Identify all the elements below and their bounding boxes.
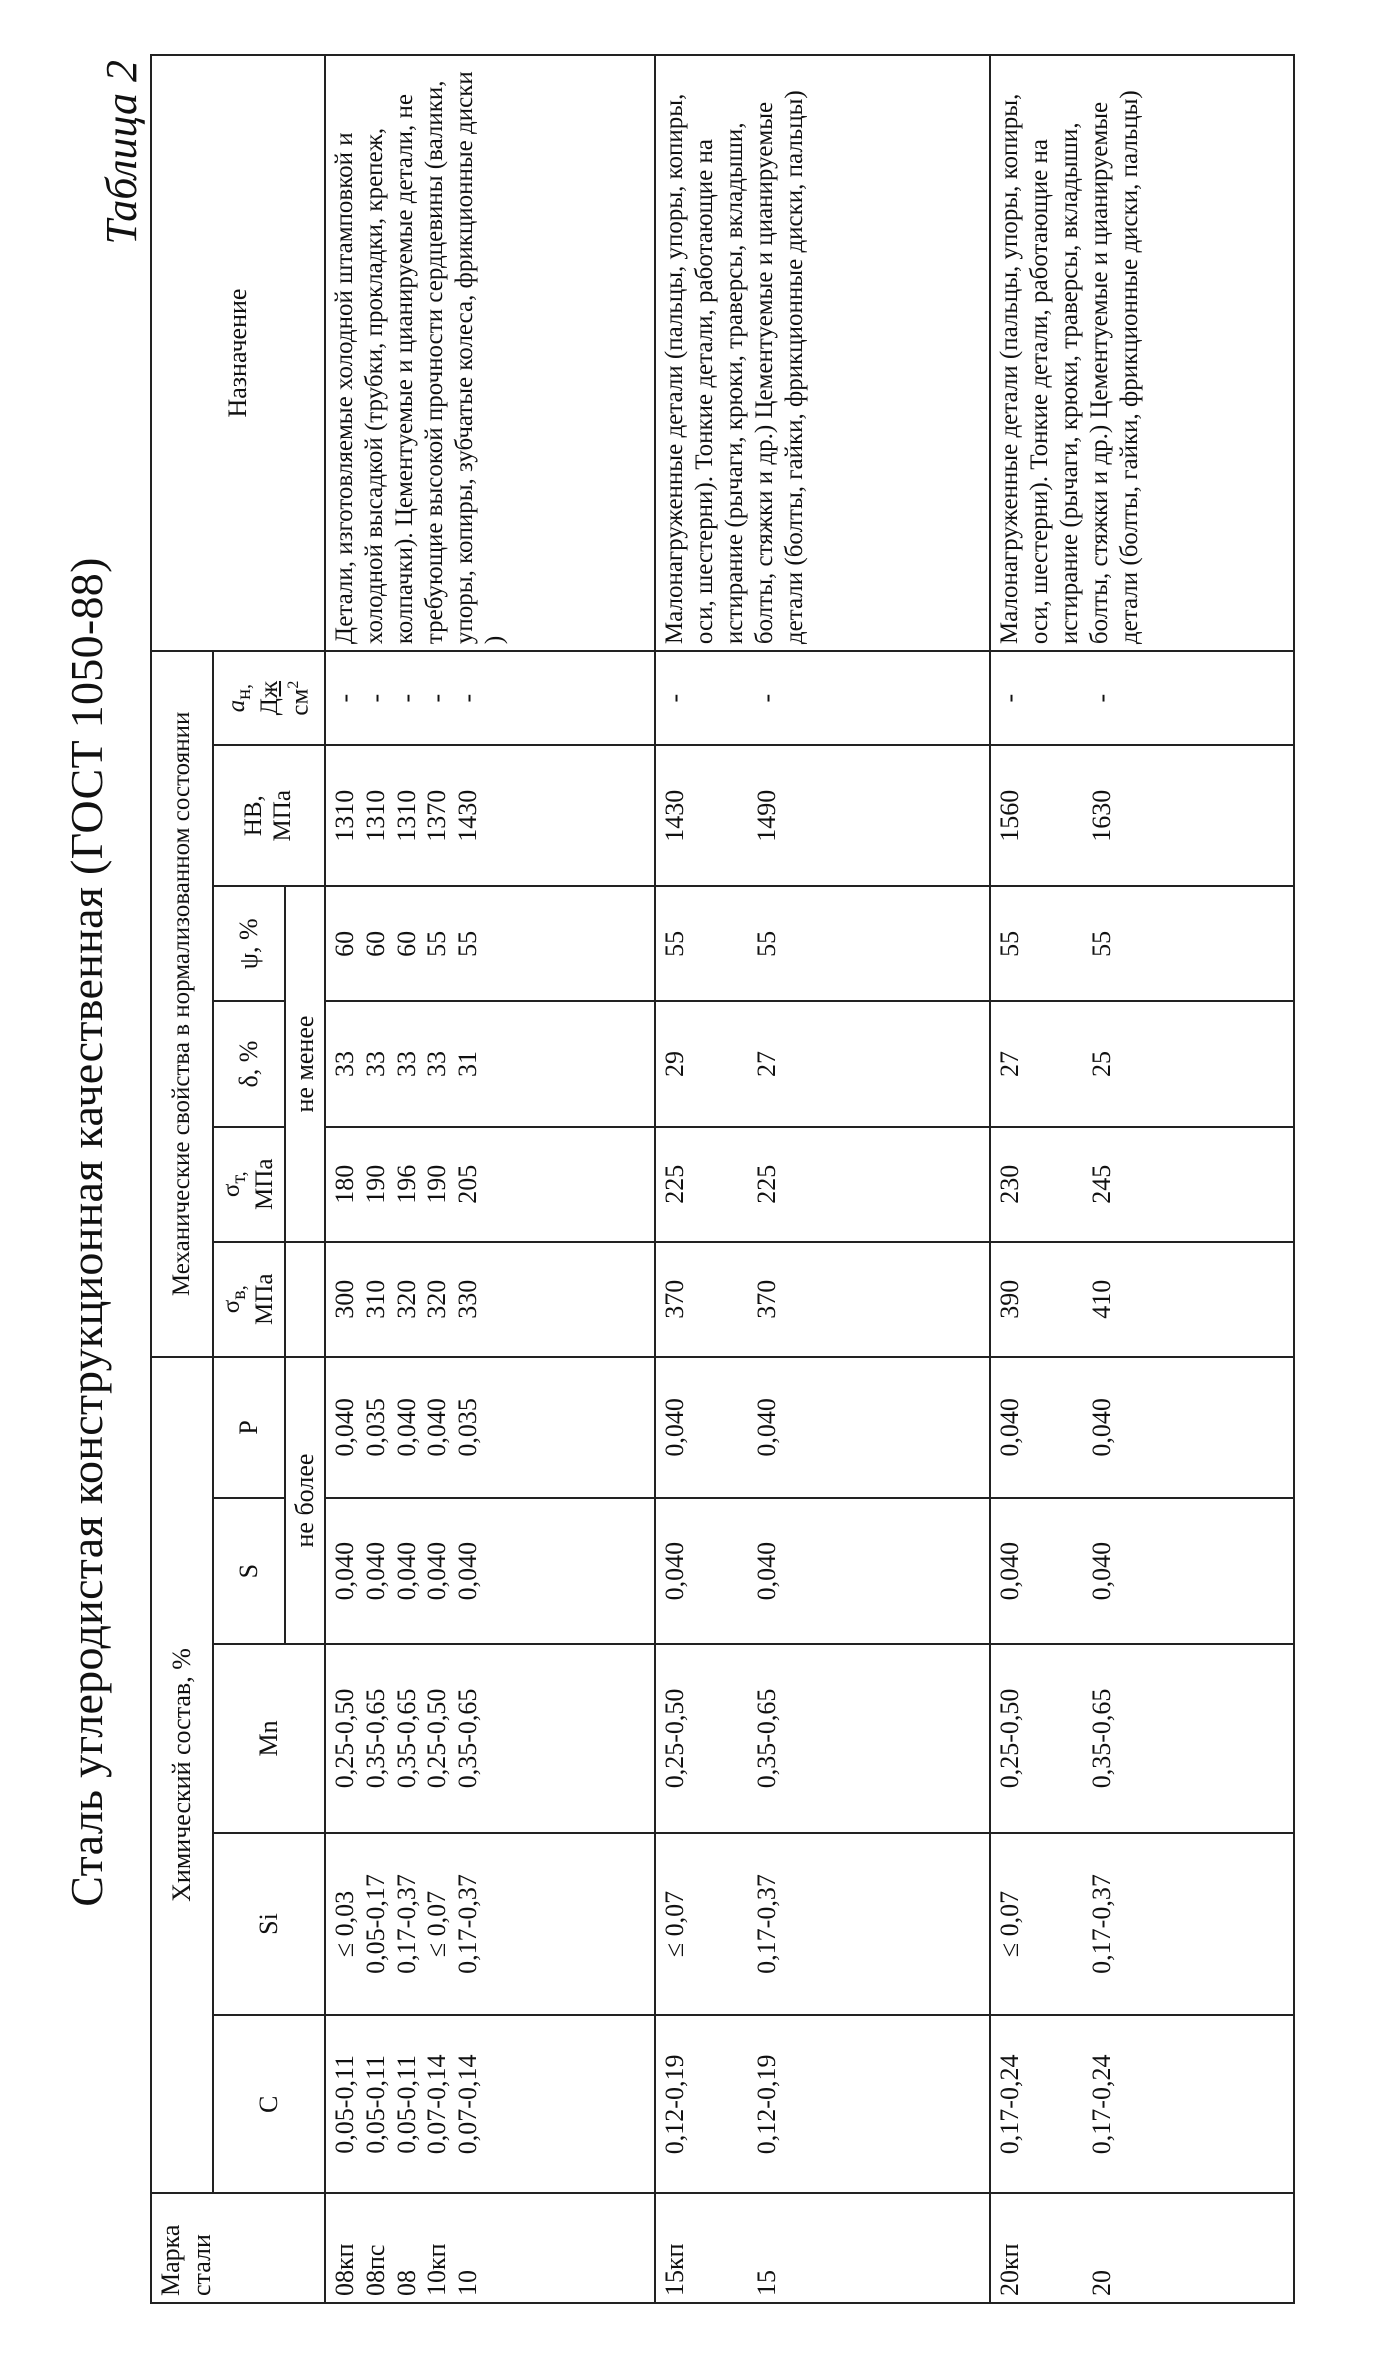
header-mn: Mn (213, 1644, 325, 1832)
header-an: $a_{н,}$ Дж $см^2$ (213, 651, 325, 745)
cell-sigma-t: 180 190 196 190 205 (325, 1127, 655, 1242)
header-c: C (213, 2015, 325, 2193)
cell-hb: 1430 1490 (655, 745, 990, 886)
cell-mn: 0,25-0,50 0,35-0,65 (655, 1644, 990, 1832)
cell-si: ≤ 0,03 0,05-0,17 0,17-0,37 ≤ 0,07 0,17-0,37 (325, 1833, 655, 2016)
cell-c: 0,17-0,24 0,17-0,24 (990, 2015, 1294, 2193)
cell-hb: 1310 1310 1310 1370 1430 (325, 745, 655, 886)
cell-an: - - - - - (325, 651, 655, 745)
document-title: Сталь углеродистая конструкционная качественная (ГОСТ 1050-88) (61, 557, 112, 1907)
header-blank (285, 1242, 326, 1357)
header-grade: Марка стали (151, 2193, 325, 2303)
cell-sigma-v: 390 410 (990, 1242, 1294, 1357)
cell-psi: 55 55 (990, 886, 1294, 1001)
cell-purpose: Детали, изготовляемые холодной штамповкой и холодной высадкой (трубки, прокладки, крепеж, колпачки). Цементуемые и цианируемые детали, не требующие высокой прочности сердцевины (валики, упоры, копиры, зубчатые колеса, фрикционные диски ) (325, 55, 655, 651)
cell-delta: 27 25 (990, 1001, 1294, 1126)
cell-psi: 55 55 (655, 886, 990, 1001)
cell-sigma-v: 300 310 320 320 330 (325, 1242, 655, 1357)
cell-mn: 0,25-0,50 0,35-0,65 0,35-0,65 0,25-0,50 0,35-0,65 (325, 1644, 655, 1832)
header-chemical-composition: Химический состав, % (151, 1357, 213, 2193)
header-mechanical-properties: Механические свойства в нормализованном состоянии (151, 651, 213, 1357)
header-p: P (213, 1357, 285, 1498)
cell-si: ≤ 0,07 0,17-0,37 (655, 1833, 990, 2016)
cell-s: 0,040 0,040 (655, 1498, 990, 1644)
cell-psi: 60 60 60 55 55 (325, 886, 655, 1001)
header-not-less: не менее (285, 886, 326, 1241)
cell-purpose: Малонагруженные детали (пальцы, упоры, копиры, оси, шестерни). Тонкие детали, работающие на истирание (рычаги, крюки, траверсы, вкладыши, болты, стяжки и др.) Цементуемые и цианируемые детали (болты, гайки, фрикционные диски, пальцы) (990, 55, 1294, 651)
header-psi: ψ, % (213, 886, 285, 1001)
header-sigma-t: $\sigma_{т,}$ МПа (213, 1127, 285, 1242)
cell-grade: 20кп 20 (990, 2193, 1294, 2303)
table-row-15 (655, 55, 990, 2303)
header-si: Si (213, 1833, 325, 2016)
cell-an: - - (655, 651, 990, 745)
cell-grade: 15кп 15 (655, 2193, 990, 2303)
table-caption: Таблица 2 (97, 60, 146, 245)
cell-hb: 1560 1630 (990, 745, 1294, 886)
cell-p: 0,040 0,040 (655, 1357, 990, 1498)
header-purpose: Назначение (151, 55, 325, 651)
header-s: S (213, 1498, 285, 1644)
cell-purpose: Малонагруженные детали (пальцы, упоры, копиры, оси, шестерни). Тонкие детали, работающие на истирание (рычаги, крюки, траверсы, вкладыши, болты, стяжки и др.) Цементуемые и цианируемые детали (болты, гайки, фрикционные диски, пальцы) (655, 55, 990, 651)
cell-an: - - (990, 651, 1294, 745)
table-row-20 (990, 55, 1294, 2303)
cell-grade: 08кп 08пс 08 10кп 10 (325, 2193, 655, 2303)
cell-c: 0,12-0,19 0,12-0,19 (655, 2015, 990, 2193)
cell-s: 0,040 0,040 (990, 1498, 1294, 1644)
cell-s: 0,040 0,040 0,040 0,040 0,040 (325, 1498, 655, 1644)
cell-sigma-t: 225 225 (655, 1127, 990, 1242)
header-not-more: не более (285, 1357, 326, 1645)
header-hb: НВ, МПа (213, 745, 325, 886)
cell-p: 0,040 0,035 0,040 0,040 0,035 (325, 1357, 655, 1498)
cell-sigma-v: 370 370 (655, 1242, 990, 1357)
cell-mn: 0,25-0,50 0,35-0,65 (990, 1644, 1294, 1832)
cell-delta: 29 27 (655, 1001, 990, 1126)
cell-p: 0,040 0,040 (990, 1357, 1294, 1498)
header-delta: δ, % (213, 1001, 285, 1126)
table-row-08-10 (325, 55, 655, 2303)
cell-si: ≤ 0,07 0,17-0,37 (990, 1833, 1294, 2016)
header-sigma-v: $\sigma_{в,}$ МПа (213, 1242, 285, 1357)
cell-delta: 33 33 33 33 31 (325, 1001, 655, 1126)
cell-sigma-t: 230 245 (990, 1127, 1294, 1242)
cell-c: 0,05-0,11 0,05-0,11 0,05-0,11 0,07-0,14 0,07-0,14 (325, 2015, 655, 2193)
steel-properties-table (150, 54, 1295, 2304)
